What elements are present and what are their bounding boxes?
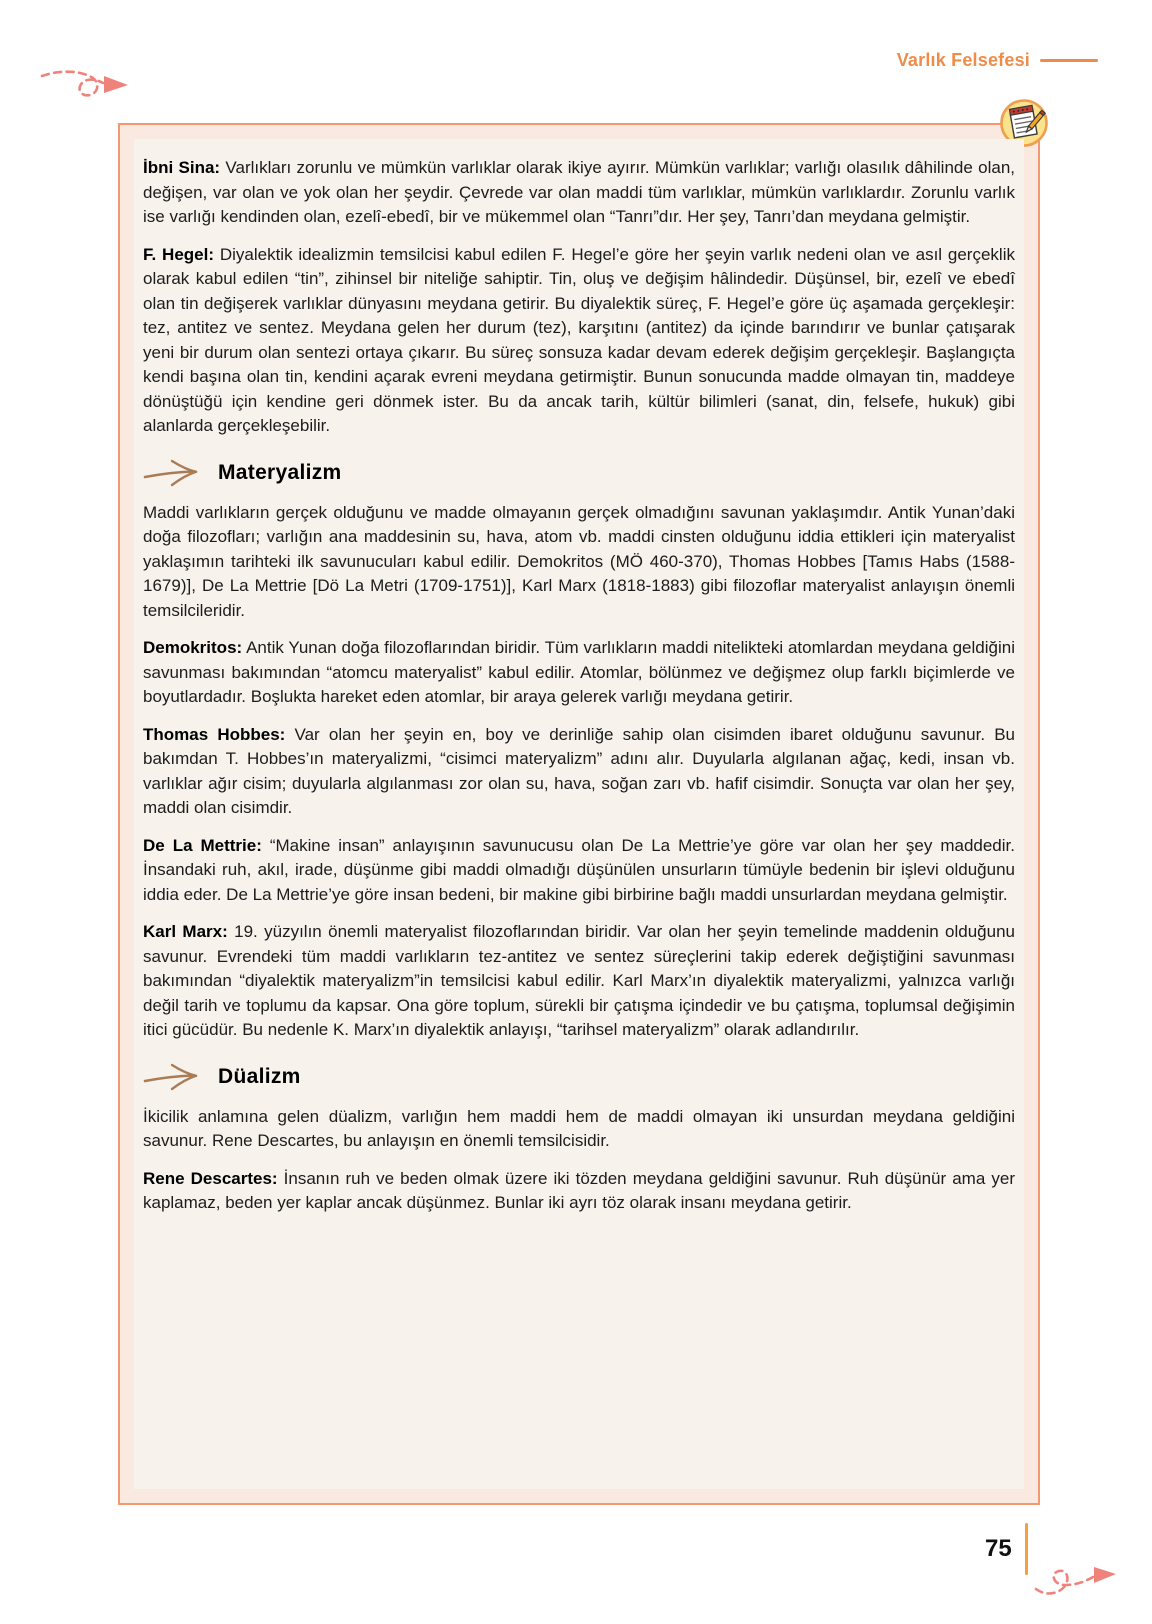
entry-term: Karl Marx: (143, 922, 228, 941)
hand-drawn-arrow-icon (143, 458, 201, 488)
entry-text: Var olan her şeyin en, boy ve derinliğe sahip olan cisimden ibaret olduğunu savunur. Bu bakımdan T. Hobbes’ın materyalizmi, “cisimci materyalizm” adını alır. Duyularla algılanan ağaç, kedi, insan vb. varlıklar ağır cisim; duyularla algılanması zor olan su, hava, soğan zarı vb. hafif cisimdir. Sonuçta var olan her şey, maddi olan cisimdir. (143, 724, 1015, 817)
paragraph-materyalizm-intro (143, 501, 1015, 624)
entry-term: De La Mettrie: (143, 835, 262, 855)
paragraph-text: Maddi varlıkların gerçek olduğunu ve madde olmayanın gerçek olmadığını savunan yaklaşımdır. Antik Yunan’daki doğa filozofları; varlığın ana maddesinin su, hava, atom vb. maddi cinsten olduğunu iddia ettikleri için materyalist yaklaşımın tarihteki ilk savunucuları kabul edilir. Demokritos (MÖ 460-370), Thomas Hobbes [Tamıs Habs (1588-1679)], De La Mettrie [Dö La Metri (1709-1751)], Karl Marx (1818-1883) gibi filozoflar materyalist anlayışın önemli temsilcileridir. (143, 502, 1015, 620)
entry-text: Varlıkları zorunlu ve mümkün varlıklar olarak ikiye ayırır. Mümkün varlıklar; varlığı olasılık dâhilinde olan, değişen, var olan ve yok olan her şeydir. Çevrede var olan maddi tüm varlıklar, mümkün varlıklardır. Zorunlu varlık ise varlığı kendinden olan, ezelî-ebedî, bir ve mükemmel olan “Tanrı”dır. Her şey, Tanrı’dan meydana gelmiştir. (143, 158, 1015, 226)
entry-text: İnsanın ruh ve beden olmak üzere iki tözden meydana geldiğini savunur. Ruh düşünür ama yer kaplamaz, beden yer kaplar ancak düşünmez. Bunlar iki ayrı töz olarak insanı meydana getirir. (143, 1168, 1015, 1212)
entry-term: İbni Sina: (143, 158, 221, 177)
page-title: Varlık Felsefesi (896, 50, 1030, 70)
page-footer (985, 1523, 1120, 1575)
running-head (897, 50, 1098, 71)
entry-rene-descartes (143, 1167, 1015, 1216)
entry-karl-marx (143, 920, 1015, 1043)
hand-drawn-arrow-icon (143, 1062, 201, 1092)
entry-text: Antik Yunan doğa filozoflarından biridir. Tüm varlıkların maddi nitelikteki atomlardan meydana geldiğini savunması bakımından “atomcu materyalist” kabul edilir. Atomlar, bölünmez ve değişmez olup farklı biçimlerde ve boyutlardadır. Boşlukta hareket eden atomlar, bir araya gelerek varlığı meydana getirir. (143, 638, 1015, 706)
entry-demokritos (143, 636, 1015, 710)
header-rule (1040, 59, 1098, 62)
section-heading-materyalizm (143, 456, 1015, 490)
dashed-loop-arrow-icon (38, 66, 134, 118)
entry-term: Rene Descartes: (143, 1168, 278, 1188)
entry-term: F. Hegel: (143, 244, 215, 264)
entry-text: Diyalektik idealizmin temsilcisi kabul edilen F. Hegel’e göre her şeyin varlık nedeni olan ve asıl gerçeklik olarak kabul edilen “tin”, zihinsel bir niteliğe sahiptir. Tin, oluş ve değişim hâlindedir. Düşünsel, bir, ezelî ve ebedî olan tin değişerek varlıklar dünyasını meydana getirir. Bu diyalektik süreç, F. Hegel’e göre üç aşamada gerçekleşir: tez, antitez ve sentez. Meydana gelen her durum (tez), karşıtını (antitez) da içinde barındırır ve bunlar çatışarak yeni bir durum olan sentezi ortaya çıkarır. Bu süreç sonsuza kadar devam ederek değişim gerçekleşir. Başlangıçta kendi başına olan tin, kendini açarak evreni meydana getirmiştir. Bunun sonucunda madde olmayan tin, maddeye dönüştüğü için kendine geri dönmek ister. Bu da ancak tarih, kültür bilimleri (sanat, din, felsefe, hukuk) gibi alanlarda gerçekleşebilir. (143, 244, 1015, 435)
page-number: 75 (985, 1535, 1012, 1562)
section-heading-dualizm (143, 1060, 1015, 1094)
entry-ibni-sina (143, 156, 1015, 230)
content-area (134, 139, 1024, 1489)
section-title: Materyalizm (218, 460, 342, 484)
entry-thomas-hobbes (143, 723, 1015, 821)
entry-term: Demokritos: (143, 638, 243, 657)
footer-rule (1025, 1523, 1028, 1575)
section-title: Düalizm (218, 1064, 301, 1088)
content-box (118, 123, 1040, 1505)
entry-term: Thomas Hobbes: (143, 724, 286, 744)
entry-text: “Makine insan” anlayışının savunucusu olan De La Mettrie’ye göre var olan her şey maddedir. İnsandaki ruh, akıl, irade, düşünme gibi maddi olmadığı düşünülen unsurların tümüyle bedenin bir işlevi olduğunu iddia eder. De La Mettrie’ye göre insan bedeni, bir makine gibi birbirine bağlı maddi unsurlardan meydana gelmiştir. (143, 835, 1015, 904)
paragraph-dualizm-intro (143, 1105, 1015, 1154)
entry-de-la-mettrie (143, 834, 1015, 908)
entry-text: 19. yüzyılın önemli materyalist filozoflarından biridir. Var olan her şeyin temelinde maddenin olduğunu savunur. Evrendeki tüm maddi varlıkların tez-antitez ve sentez süreçlerini takip ederek değiştiğini savunması bakımından “diyalektik materyalizm”in temsilcisi kabul edilir. Karl Marx’ın diyalektik materyalizmi, yalnızca varlığı değil tarih ve toplumu da kapsar. Ona göre toplum, sürekli bir çatışma içindedir ve bu çatışma, toplumsal değişimin itici gücüdür. Bu nedenle K. Marx’ın diyalektik anlayışı, “tarihsel materyalizm” olarak adlandırılır. (143, 922, 1016, 1039)
entry-hegel (143, 243, 1015, 439)
dashed-loop-arrow-icon (1032, 1545, 1120, 1597)
paragraph-text: İkicilik anlamına gelen düalizm, varlığın hem maddi hem de maddi olmayan iki unsurdan meydana geldiğini savunur. Rene Descartes, bu anlayışın en önemli temsilcisidir. (143, 1106, 1015, 1150)
